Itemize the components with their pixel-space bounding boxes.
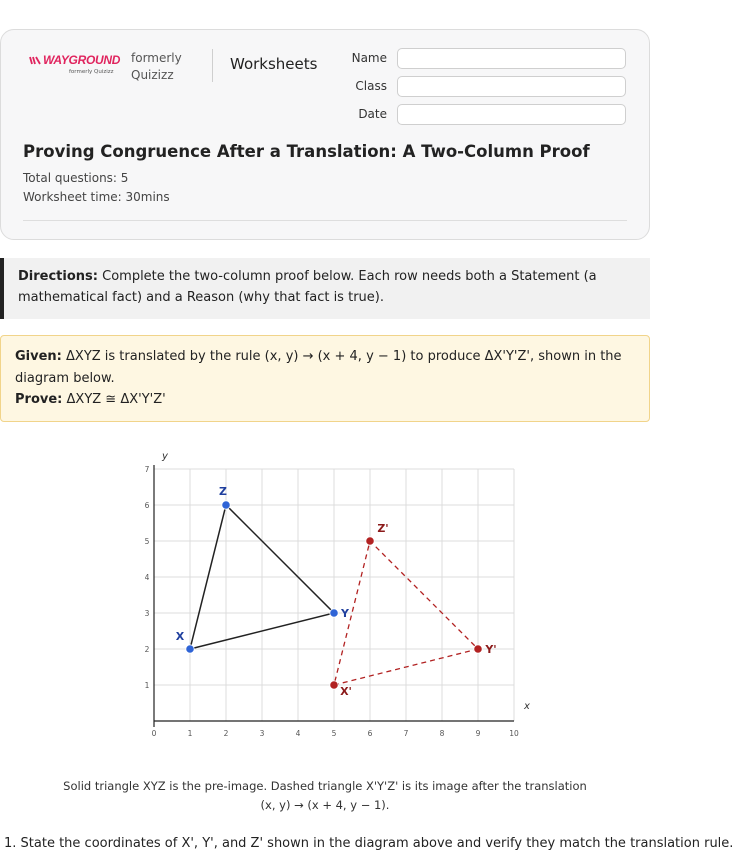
directions-label: Directions: <box>18 269 98 284</box>
wayground-mark-icon <box>29 56 41 65</box>
x-tick-label: 6 <box>367 729 373 738</box>
x-tick-label: 2 <box>223 729 229 738</box>
image-point-label: Z' <box>377 522 389 535</box>
preimage-point <box>186 645 194 653</box>
preimage-point-label: Z <box>219 485 227 498</box>
logo-text: WAYGROUND <box>43 53 121 67</box>
class-field[interactable] <box>397 76 626 97</box>
x-tick-label: 3 <box>259 729 265 738</box>
y-tick-label: 5 <box>144 537 150 546</box>
class-label: Class <box>355 79 387 93</box>
preimage-point <box>330 609 338 617</box>
formerly-quizizz-label: formerly Quizizz <box>131 51 182 82</box>
coordinate-graph <box>122 448 542 748</box>
header-rule <box>23 220 627 221</box>
preimage-point-label: X <box>175 630 185 643</box>
x-tick-label: 7 <box>403 729 409 738</box>
y-tick-label: 1 <box>144 681 150 690</box>
logo-subtext: formerly Quizizz <box>69 69 114 75</box>
preimage-point <box>222 501 230 509</box>
question-1: 1. State the coordinates of X', Y', and Z' shown in the diagram above and verify they match the translation rule. <box>4 836 733 851</box>
y-tick-label: 2 <box>144 645 150 654</box>
x-tick-label: 1 <box>187 729 193 738</box>
y-tick-label: 3 <box>144 609 150 618</box>
date-field[interactable] <box>397 104 626 125</box>
preimage-point-label: Y <box>341 607 349 620</box>
given-line <box>15 346 635 389</box>
given-box <box>0 335 650 422</box>
name-field[interactable] <box>397 48 626 69</box>
wayground-logo <box>29 53 120 75</box>
total-questions: Total questions: 5 <box>23 171 129 185</box>
x-tick-label: 10 <box>509 729 519 738</box>
y-tick-label: 7 <box>144 465 150 474</box>
image-point-label: Y' <box>485 643 497 656</box>
x-axis-label: x <box>524 701 530 712</box>
x-tick-label: 4 <box>295 729 301 738</box>
image-point <box>330 681 338 689</box>
x-tick-label: 5 <box>331 729 337 738</box>
y-axis-label: y <box>162 451 168 462</box>
directions-box <box>0 258 650 319</box>
graph-tick-labels <box>145 465 519 738</box>
diagram-caption <box>40 777 610 815</box>
prove-text: ΔXYZ ≅ ΔX'Y'Z' <box>66 392 166 407</box>
caption-line-2: (x, y) → (x + 4, y − 1). <box>260 798 390 812</box>
graph-points <box>176 485 497 698</box>
date-label: Date <box>358 107 387 121</box>
name-label: Name <box>351 51 387 65</box>
x-tick-label: 8 <box>439 729 445 738</box>
given-label: Given: <box>15 349 62 364</box>
image-point <box>366 537 374 545</box>
directions-text: Complete the two-column proof below. Each row needs both a Statement (a mathematical fact) and a Reason (why that fact is true). <box>18 269 597 305</box>
caption-line-1: Solid triangle XYZ is the pre-image. Dashed triangle X'Y'Z' is its image after the translation <box>63 779 587 793</box>
y-tick-label: 6 <box>144 501 150 510</box>
given-text: ΔXYZ is translated by the rule (x, y) → (x + 4, y − 1) to produce ΔX'Y'Z', shown in the diagram below. <box>15 349 622 386</box>
x-tick-label: 9 <box>475 729 481 738</box>
prove-label: Prove: <box>15 392 63 407</box>
prove-line <box>15 389 635 411</box>
worksheet-time: Worksheet time: 30mins <box>23 190 170 204</box>
image-point-label: X' <box>340 685 352 698</box>
worksheets-label: Worksheets <box>230 55 318 73</box>
header-divider <box>212 49 213 82</box>
image-point <box>474 645 482 653</box>
y-tick-label: 4 <box>144 573 150 582</box>
worksheet-title: Proving Congruence After a Translation: A Two-Column Proof <box>23 142 590 161</box>
x-tick-label: 0 <box>151 729 157 738</box>
